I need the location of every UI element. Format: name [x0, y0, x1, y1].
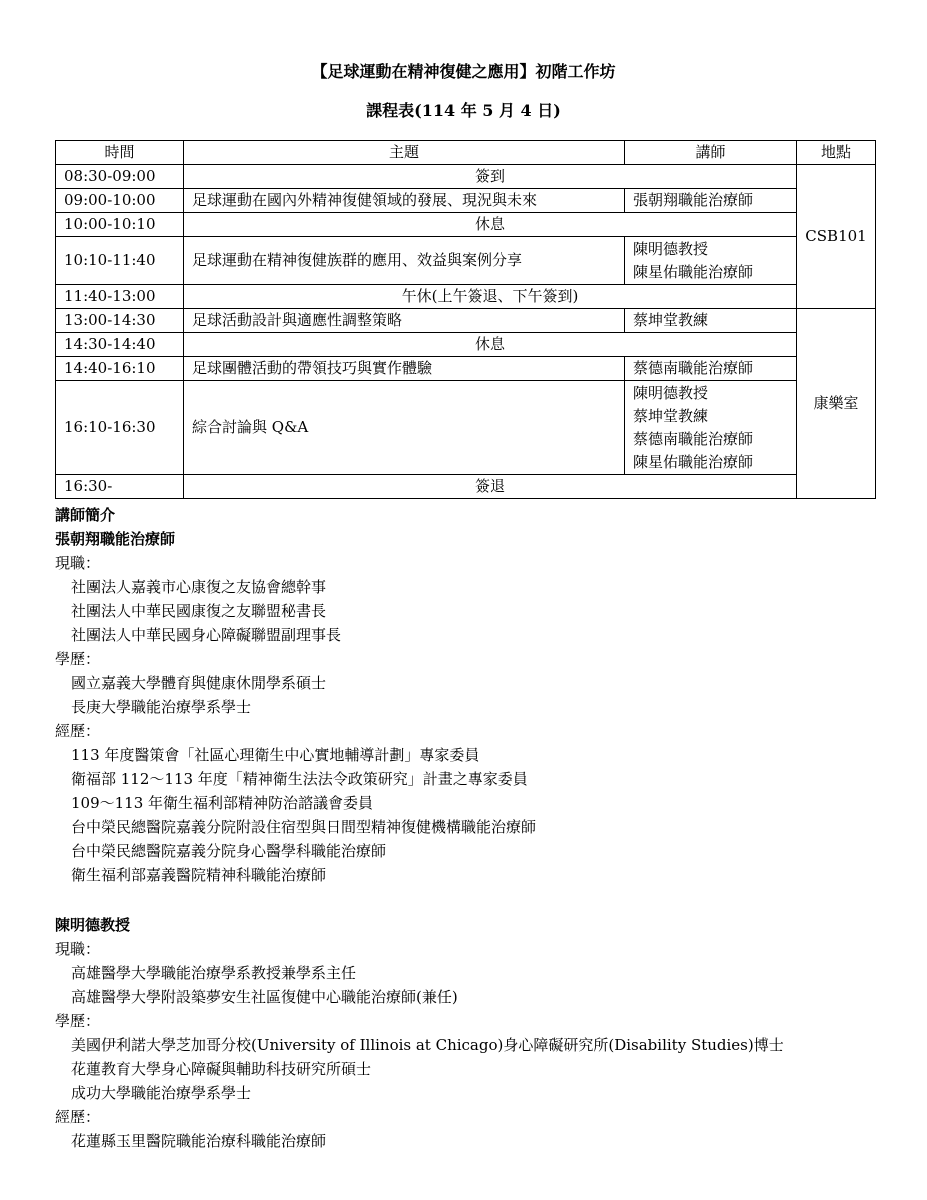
schedule-header-row [56, 141, 876, 165]
instructor-name: 蔡德南職能治療師 [633, 359, 754, 377]
instructor-cell [625, 189, 797, 213]
table-row [56, 309, 876, 333]
list-item: 社團法人嘉義市心康復之友協會總幹事 [71, 578, 327, 596]
time-cell: 16:10-16:30 [56, 381, 184, 475]
instructor-name: 蔡德南職能治療師 [633, 429, 754, 448]
instructor-name-heading: 陳明德教授 [55, 916, 131, 934]
time-cell: 10:00-10:10 [56, 213, 184, 237]
instructor-cell [625, 237, 797, 285]
time-cell: 14:40-16:10 [56, 357, 184, 381]
table-row [56, 475, 876, 499]
schedule-table [55, 140, 876, 499]
topic-cell: 休息 [184, 213, 797, 237]
list-item: 美國伊利諾大學芝加哥分校(University of Illinois at Chicago)身心障礙研究所(Disability Studies)博士 [71, 1036, 784, 1054]
time-cell: 08:30-09:00 [56, 165, 184, 189]
list-item: 成功大學職能治療學系學士 [71, 1084, 252, 1102]
instructor-name: 張朝翔職能治療師 [633, 191, 754, 209]
table-row [56, 165, 876, 189]
topic-cell: 綜合討論與 Q&A [184, 381, 625, 475]
list-item: 高雄醫學大學職能治療學系教授兼學系主任 [71, 964, 357, 982]
bios-section-title: 講師簡介 [55, 506, 116, 524]
topic-cell: 休息 [184, 333, 797, 357]
header-venue: 地點 [797, 141, 876, 165]
topic-cell: 足球活動設計與適應性調整策略 [184, 309, 625, 333]
time-cell: 13:00-14:30 [56, 309, 184, 333]
venue-cell: 康樂室 [797, 309, 876, 499]
instructor-name: 蔡坤堂教練 [633, 311, 709, 329]
instructor-name-heading: 張朝翔職能治療師 [55, 530, 176, 548]
list-item: 109～113 年衛生福利部精神防治諮議會委員 [71, 794, 374, 812]
topic-cell: 足球運動在精神復健族群的應用、效益與案例分享 [184, 237, 625, 285]
instructor-bios [55, 503, 885, 1153]
topic-cell: 足球運動在國內外精神復健領域的發展、現況與未來 [184, 189, 625, 213]
document-subtitle: 課程表(114 年 5 月 4 日) [366, 101, 561, 120]
table-row [56, 189, 876, 213]
list-item: 社團法人中華民國身心障礙聯盟副理事長 [71, 626, 342, 644]
instructor-name: 蔡坤堂教練 [633, 406, 709, 425]
list-item: 花蓮教育大學身心障礙與輔助科技研究所碩士 [71, 1060, 372, 1078]
table-row [56, 285, 876, 309]
list-item: 花蓮縣玉里醫院職能治療科職能治療師 [71, 1132, 327, 1150]
table-row [56, 357, 876, 381]
list-item: 國立嘉義大學體育與健康休閒學系碩士 [71, 674, 327, 692]
instructor-cell [625, 309, 797, 333]
list-item: 衛生福利部嘉義醫院精神科職能治療師 [71, 866, 327, 884]
list-item: 衛福部 112～113 年度「精神衛生法法令政策研究」計畫之專家委員 [71, 770, 528, 788]
list-item: 長庚大學職能治療學系學士 [71, 698, 252, 716]
current-label: 現職： [55, 940, 101, 958]
topic-cell: 午休(上午簽退、下午簽到) [184, 285, 797, 309]
table-row [56, 333, 876, 357]
list-item: 台中榮民總醫院嘉義分院身心醫學科職能治療師 [71, 842, 387, 860]
topic-cell: 簽到 [184, 165, 797, 189]
instructor-name: 陳明德教授 [633, 383, 709, 402]
experience-label: 經歷： [55, 1108, 101, 1126]
section-spacer [55, 887, 885, 913]
current-label: 現職： [55, 554, 101, 572]
time-cell: 16:30- [56, 475, 184, 499]
document-title: 【足球運動在精神復健之應用】初階工作坊 [311, 62, 616, 81]
education-label: 學歷： [55, 650, 101, 668]
time-cell: 10:10-11:40 [56, 237, 184, 285]
instructor-name: 陳星佑職能治療師 [633, 262, 754, 281]
list-item: 113 年度醫策會「社區心理衛生中心實地輔導計劃」專家委員 [71, 746, 480, 764]
time-cell: 09:00-10:00 [56, 189, 184, 213]
table-row [56, 381, 876, 475]
instructor-cell [625, 381, 797, 475]
header-topic: 主題 [184, 141, 625, 165]
list-item: 高雄醫學大學附設築夢安生社區復健中心職能治療師(兼任) [71, 988, 458, 1006]
experience-label: 經歷： [55, 722, 101, 740]
education-label: 學歷： [55, 1012, 101, 1030]
table-row [56, 213, 876, 237]
instructor-cell [625, 357, 797, 381]
instructor-name: 陳明德教授 [633, 239, 709, 258]
time-cell: 11:40-13:00 [56, 285, 184, 309]
time-cell: 14:30-14:40 [56, 333, 184, 357]
header-time: 時間 [56, 141, 184, 165]
table-row [56, 237, 876, 285]
instructor-name: 陳星佑職能治療師 [633, 452, 754, 471]
header-instructor: 講師 [625, 141, 797, 165]
topic-cell: 簽退 [184, 475, 797, 499]
topic-cell: 足球團體活動的帶領技巧與實作體驗 [184, 357, 625, 381]
list-item: 社團法人中華民國康復之友聯盟秘書長 [71, 602, 327, 620]
venue-cell: CSB101 [797, 165, 876, 309]
list-item: 台中榮民總醫院嘉義分院附設住宿型與日間型精神復健機構職能治療師 [71, 818, 537, 836]
